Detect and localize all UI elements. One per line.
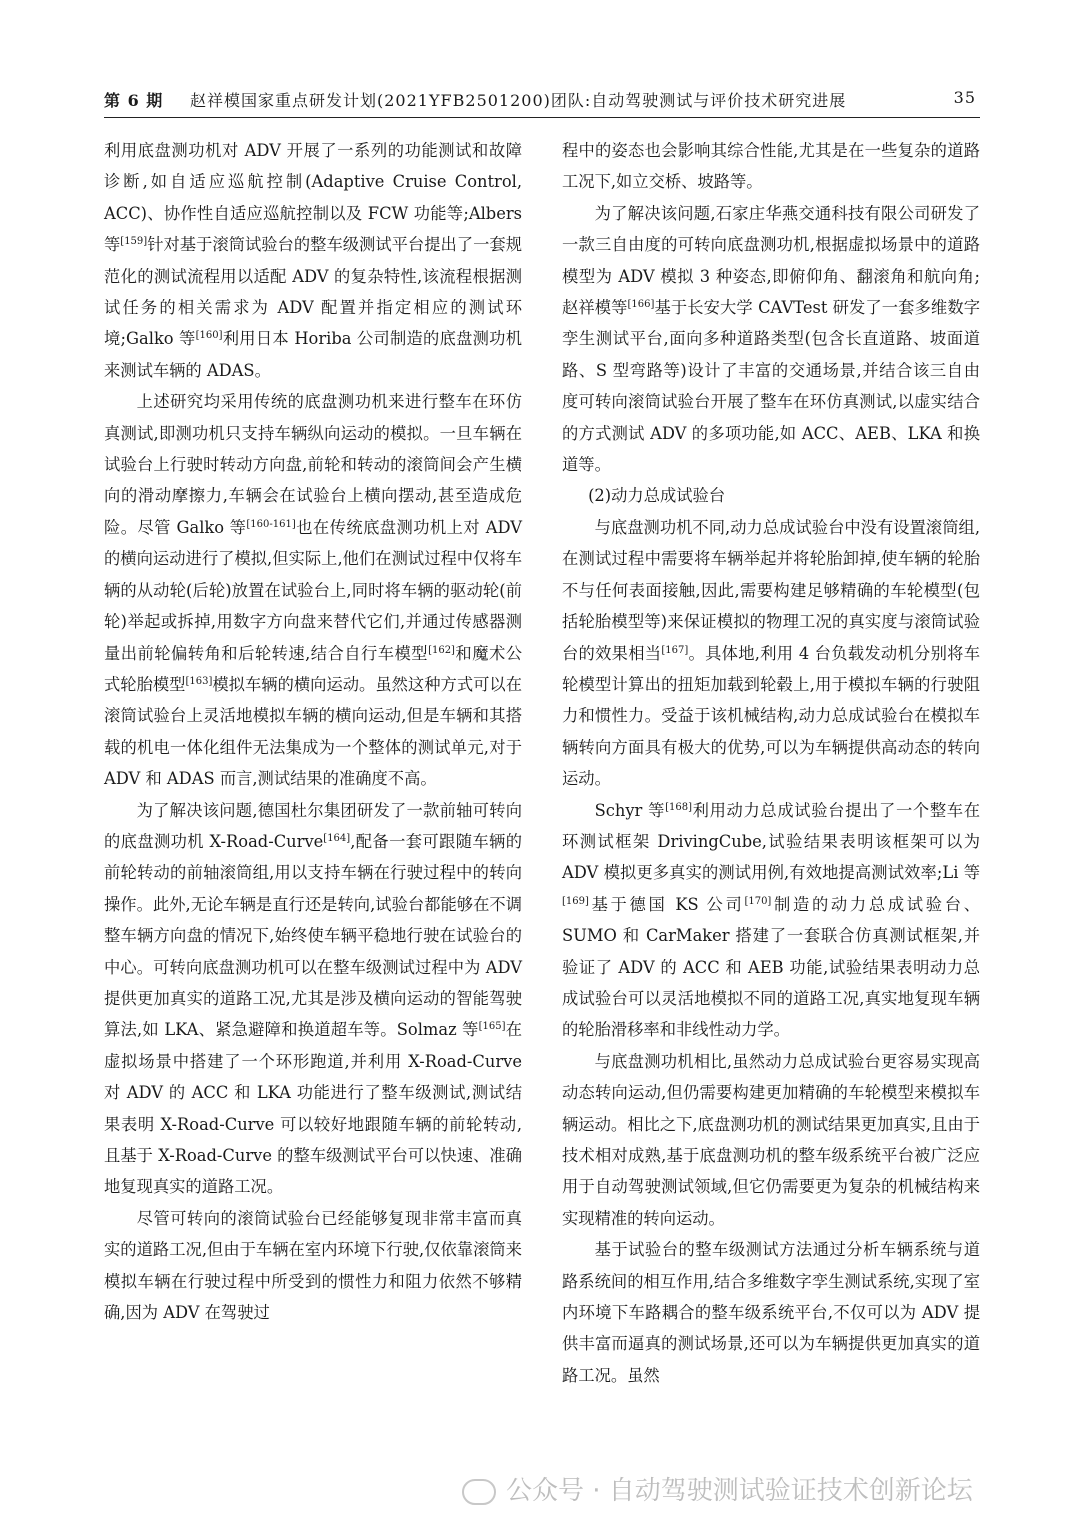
- paragraph-text: ,配备一套可跟随车辆的前轮转动的前轴滚筒组,用以支持车辆在行驶过程中的转向操作。此外,无论车辆是直行还是转向,试验台都能够在不调整车辆方向盘的情况下,始终使车辆平稳地行驶在试验台的中心。可转向底盘测功机可以在整车级测试过程中为 ADV 提供更加真实的道路工况,尤其是涉及横向运动的智能驾驶算法,如 LKA、紧急避障和换道超车等。Solmaz 等: [104, 831, 522, 1040]
- paragraph: [562, 1234, 980, 1391]
- paragraph-text: 也在传统底盘测功机上对 ADV 的横向运动进行了模拟,但实际上,他们在测试过程中仅将车辆的从动轮(后轮)放置在试验台上,同时将车辆的驱动轮(前轮)举起或拆掉,用数字方向盘来替代它们,并通过传感器测量出前轮偏转角和后轮转速,结合自行车模型: [104, 517, 522, 663]
- citation: [163]: [185, 675, 213, 687]
- running-title: 赵祥模国家重点研发计划(2021YFB2501200)团队:自动驾驶测试与评价技术研究进展: [190, 91, 847, 110]
- paragraph: [562, 198, 980, 481]
- paragraph-text: 程中的姿态也会影响其综合性能,尤其是在一些复杂的道路工况下,如立交桥、坡路等。: [562, 141, 980, 192]
- watermark: [462, 1470, 973, 1510]
- citation: [162]: [428, 644, 455, 656]
- citation: [165]: [478, 1021, 506, 1033]
- header-rule: [104, 117, 980, 118]
- paragraph-text: 模拟车辆的横向运动。虽然这种方式可以在滚筒试验台上灵活地模拟车辆的横向运动,但是车辆和其搭载的机电一体化组件无法集成为一个整体的测试单元,对于 ADV 和 ADAS 而言,测试结果的准确度不高。: [104, 674, 522, 789]
- paragraph-text: 。具体地,利用 4 台负载发动机分别将车轮模型计算出的扭矩加载到轮毂上,用于模拟车辆的行驶阻力和惯性力。受益于该机械结构,动力总成试验台在模拟车辆转向方面具有极大的优势,可以为车辆提供高动态的转向运动。: [562, 643, 980, 789]
- paragraph: [562, 795, 980, 1046]
- paragraph: [562, 1046, 980, 1234]
- paragraph-text: 利用动力总成试验台提出了一个整车在环测试框架 DrivingCube,试验结果表明该框架可以为 ADV 模拟更多真实的测试用例,有效地提高测试效率;Li 等: [562, 800, 980, 883]
- citation: [168]: [665, 801, 692, 813]
- citation: [160-161]: [246, 518, 296, 530]
- paragraph: [104, 1203, 522, 1329]
- paragraph-text: 在虚拟场景中搭建了一个环形跑道,并利用 X-Road-Curve 对 ADV 的 ACC 和 LKA 功能进行了整车级测试,测试结果表明 X-Road-Curve 可以较好地跟随车辆的前轮转动,且基于 X-Road-Curve 的整车级测试平台可以快速、准确地复现真实的道路工况。: [104, 1020, 522, 1197]
- citation: [169]: [562, 895, 589, 907]
- watermark-text: 公众号 · 自动驾驶测试验证技术创新论坛: [506, 1476, 973, 1506]
- left-column: [104, 135, 522, 1328]
- citation: [167]: [661, 644, 689, 656]
- paragraph-text: (2)动力总成试验台: [588, 486, 726, 506]
- paragraph-text: 与底盘测功机相比,虽然动力总成试验台更容易实现高动态转向运动,但仍需要构建更加精确的车轮模型来模拟车辆运动。相比之下,底盘测功机的测试结果更加真实,且由于技术相对成熟,基于底盘测功机的整车级系统平台被广泛应用于自动驾驶测试领域,但它仍需要更为复杂的机械结构来实现精准的转向运动。: [562, 1051, 980, 1228]
- paragraph: [104, 135, 522, 386]
- wechat-icon: [462, 1479, 496, 1505]
- paragraph-text: 与底盘测功机不同,动力总成试验台中没有设置滚筒组,在测试过程中需要将车辆举起并将轮胎卸掉,使车辆的轮胎不与任何表面接触,因此,需要构建足够精确的车轮模型(包括轮胎模型等)来保证模拟的物理工况的真实度与滚筒试验台的效果相当: [562, 517, 980, 663]
- paragraph-text: 基于德国 KS 公司: [588, 894, 745, 914]
- paragraph-text: 为了解决该问题,石家庄华燕交通科技有限公司研发了一款三自由度的可转向底盘测功机,根据虚拟场景中的道路模型为 ADV 模拟 3 种姿态,即俯仰角、翻滚角和航向角;赵祥模等: [562, 203, 980, 318]
- right-column: [562, 135, 980, 1391]
- paragraph-text: 制造的动力总成试验台、SUMO 和 CarMaker 搭建了一套联合仿真测试框架,并验证了 ADV 的 ACC 和 AEB 功能,试验结果表明动力总成试验台可以灵活地模拟不同的道路工况,真实地复现车辆的轮胎滑移率和非线性动力学。: [562, 894, 980, 1040]
- citation: [159]: [120, 236, 148, 248]
- citation: [166]: [627, 299, 655, 311]
- paragraph-text: 为了解决该问题,德国杜尔集团研发了一款前轴可转向的底盘测功机 X-Road-Curve: [104, 800, 522, 851]
- paragraph-text: 利用日本 Horiba 公司制造的底盘测功机来测试车辆的 ADAS。: [104, 329, 522, 380]
- paragraph-text: 基于长安大学 CAVTest 研发了一套多维数字孪生测试平台,面向多种道路类型(包含长直道路、坡面道路、S 型弯路等)设计了丰富的交通场景,并结合该三自由度可转向滚筒试验台开展了整车在环仿真测试,以虚实结合的方式测试 ADV 的多项功能,如 ACC、AEB、LKA 和换道等。: [562, 298, 980, 475]
- paragraph-text: Schyr 等: [594, 800, 666, 820]
- paragraph-text: 利用底盘测功机对 ADV 开展了一系列的功能测试和故障诊断,如自适应巡航控制(Adaptive Cruise Control, ACC)、协作性自适应巡航控制以及 FCW 功能等;Albers 等: [104, 141, 522, 255]
- citation: [164]: [323, 832, 351, 844]
- paragraph-text: 针对基于滚筒试验台的整车级测试平台提出了一套规范化的测试流程用以适配 ADV 的复杂特性,该流程根据测试任务的相关需求为 ADV 配置并指定相应的测试环境;Galko 等: [104, 235, 522, 349]
- citation: [160]: [195, 330, 223, 342]
- running-header: [104, 88, 976, 114]
- paragraph-text: 和魔术公式轮胎模型: [104, 643, 522, 694]
- paragraph-text: 上述研究均采用传统的底盘测功机来进行整车在环仿真测试,即测功机只支持车辆纵向运动的模拟。一旦车辆在试验台上行驶时转动方向盘,前轮和转动的滚筒间会产生横向的滑动摩擦力,车辆会在试验台上横向摆动,甚至造成危险。尽管 Galko 等: [104, 392, 522, 537]
- paragraph: [562, 135, 980, 198]
- paragraph: [104, 386, 522, 794]
- page-number: 35: [953, 88, 976, 107]
- paragraph-text: 尽管可转向的滚筒试验台已经能够复现非常丰富而真实的道路工况,但由于车辆在室内环境下行驶,仅依靠滚筒来模拟车辆在行驶过程中所受到的惯性力和阻力依然不够精确,因为 ADV 在驾驶过: [104, 1208, 522, 1323]
- issue-label: 第 6 期: [104, 91, 164, 110]
- paragraph: [562, 512, 980, 795]
- paragraph: [104, 795, 522, 1203]
- paragraph-text: 基于试验台的整车级测试方法通过分析车辆系统与道路系统间的相互作用,结合多维数字孪生测试系统,实现了室内环境下车路耦合的整车级系统平台,不仅可以为 ADV 提供丰富而逼真的测试场景,还可以为车辆提供更加真实的道路工况。虽然: [562, 1240, 980, 1385]
- paragraph: [562, 480, 980, 511]
- citation: [170]: [744, 895, 772, 907]
